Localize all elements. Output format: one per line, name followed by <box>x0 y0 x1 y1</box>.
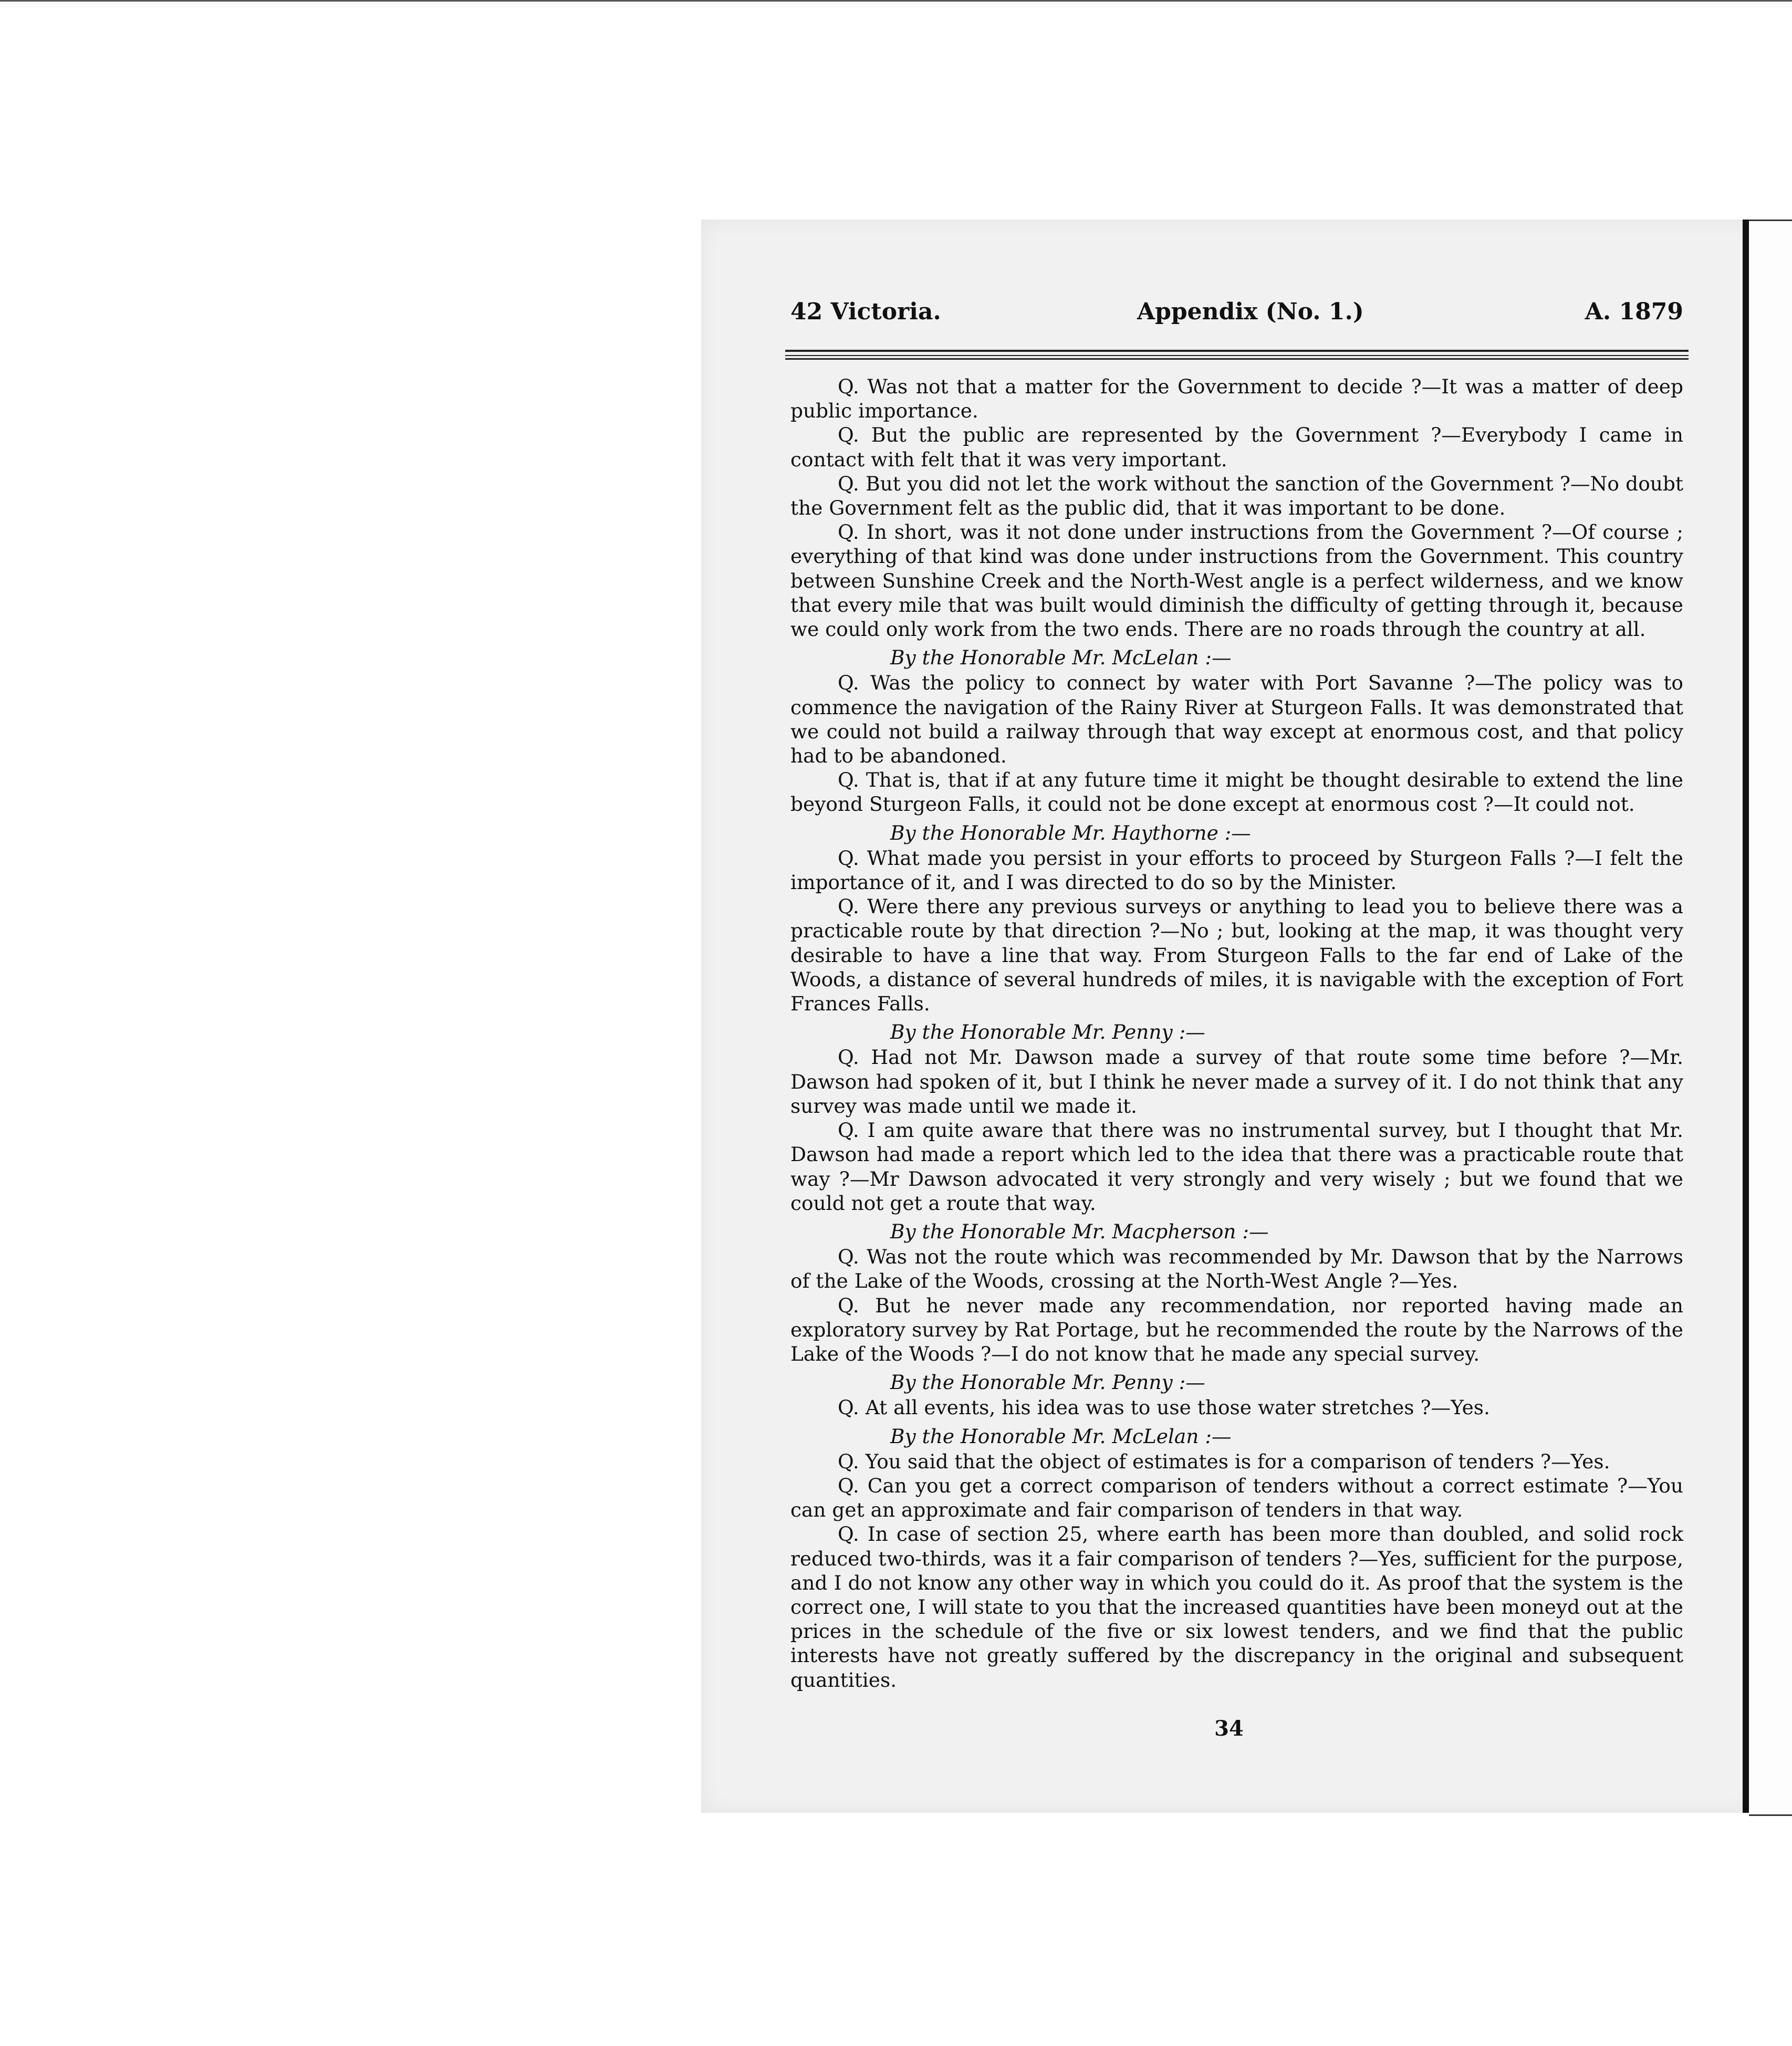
testimony-paragraph: Q. Was not the route which was recommended by Mr. Dawson that by the Narrows of the Lake of the Woods, crossing at the North-West Angle ?—Yes. <box>790 1245 1683 1293</box>
page-number: 34 <box>1214 1716 1244 1741</box>
testimony-paragraph: Q. In short, was it not done under instructions from the Government ?—Of course ; everything of that kind was done under instructions from the Government. This country between Sunshine Creek and the North-West angle is a perfect wilderness, and we know that every mile that was built would diminish the difficulty of getting through it, because we could only work from the two ends. There are no roads through the country at all. <box>790 520 1683 641</box>
examiner-heading: By the Honorable Mr. Penny :— <box>890 1020 1205 1044</box>
header-appendix: Appendix (No. 1.) <box>1137 298 1364 325</box>
header-rule <box>785 350 1689 352</box>
adjacent-page-edge <box>1749 220 1792 1816</box>
testimony-paragraph: Q. Was the policy to connect by water with Port Savanne ?—The policy was to commence the navigation of the Rainy River at Sturgeon Falls. It was demonstrated that we could not build a railway through that way except at enormous cost, and that policy had to be abandoned. <box>790 671 1683 768</box>
testimony-paragraph: Q. You said that the object of estimates is for a comparison of tenders ?—Yes. <box>838 1449 1610 1473</box>
examiner-heading: By the Honorable Mr. Penny :— <box>890 1371 1205 1394</box>
testimony-paragraph: Q. Can you get a correct comparison of tenders without a correct estimate ?—You can get an approximate and fair comparison of tenders in that way. <box>790 1474 1683 1522</box>
header-rule <box>785 358 1689 360</box>
testimony-paragraph: Q. Were there any previous surveys or anything to lead you to believe there was a practicable route by that direction ?—No ; but, looking at the map, it was thought very desirable to have a line that way. From Sturgeon Falls to the far end of Lake of the Woods, a distance of several hundreds of miles, it is navigable with the exception of Fort Frances Falls. <box>790 895 1683 1016</box>
testimony-paragraph: Q. At all events, his idea was to use those water stretches ?—Yes. <box>838 1396 1490 1419</box>
examiner-heading: By the Honorable Mr. McLelan :— <box>890 1424 1232 1448</box>
header-session: 42 Victoria. <box>790 298 941 325</box>
examiner-heading: By the Honorable Mr. Macpherson :— <box>890 1219 1269 1243</box>
binding-edge <box>1743 220 1749 1813</box>
testimony-paragraph: Q. I am quite aware that there was no instrumental survey, but I thought that Mr. Dawson had made a report which led to the idea that there was a practicable route that way ?—Mr Dawson advocated it very strongly and very wisely ; but we found that we could not get a route that way. <box>790 1119 1683 1215</box>
header-rule <box>785 355 1689 356</box>
header-year: A. 1879 <box>1585 298 1683 325</box>
testimony-paragraph: Q. But he never made any recommendation, nor reported having made an exploratory survey by Rat Portage, but he recommended the route by the Narrows of the Lake of the Woods ?—I do not know that he made any special survey. <box>790 1293 1683 1365</box>
examiner-heading: By the Honorable Mr. McLelan :— <box>890 646 1232 670</box>
testimony-paragraph: Q. What made you persist in your efforts to proceed by Sturgeon Falls ?—I felt the importance of it, and I was directed to do so by the Minister. <box>790 846 1683 894</box>
top-edge-rule <box>0 0 1792 8</box>
testimony-paragraph: Q. In case of section 25, where earth has been more than doubled, and solid rock reduced two-thirds, was it a fair comparison of tenders ?—Yes, sufficient for the purpose, and I do not know any other way in which you could do it. As proof that the system is the correct one, I will state to you that the increased quantities have been moneyd out at the prices in the schedule of the five or six lowest tenders, and we find that the public interests have not greatly suffered by the discrepancy in the original and subsequent quantities. <box>790 1522 1683 1692</box>
testimony-body <box>790 374 1683 1692</box>
testimony-paragraph: Q. Was not that a matter for the Government to decide ?—It was a matter of deep public importance. <box>790 375 1683 423</box>
running-header <box>790 298 1683 330</box>
testimony-paragraph: Q. But you did not let the work without the sanction of the Government ?—No doubt the Government felt as the public did, that it was important to be done. <box>790 472 1683 520</box>
document-page <box>701 220 1757 1813</box>
testimony-paragraph: Q. But the public are represented by the Government ?—Everybody I came in contact with felt that it was very important. <box>790 423 1683 471</box>
testimony-paragraph: Q. Had not Mr. Dawson made a survey of that route some time before ?—Mr. Dawson had spoken of it, but I think he never made a survey of it. I do not think that any survey was made until we made it. <box>790 1046 1683 1118</box>
examiner-heading: By the Honorable Mr. Haythorne :— <box>890 821 1251 844</box>
testimony-paragraph: Q. That is, that if at any future time it might be thought desirable to extend the line beyond Sturgeon Falls, it could not be done except at enormous cost ?—It could not. <box>790 768 1683 816</box>
